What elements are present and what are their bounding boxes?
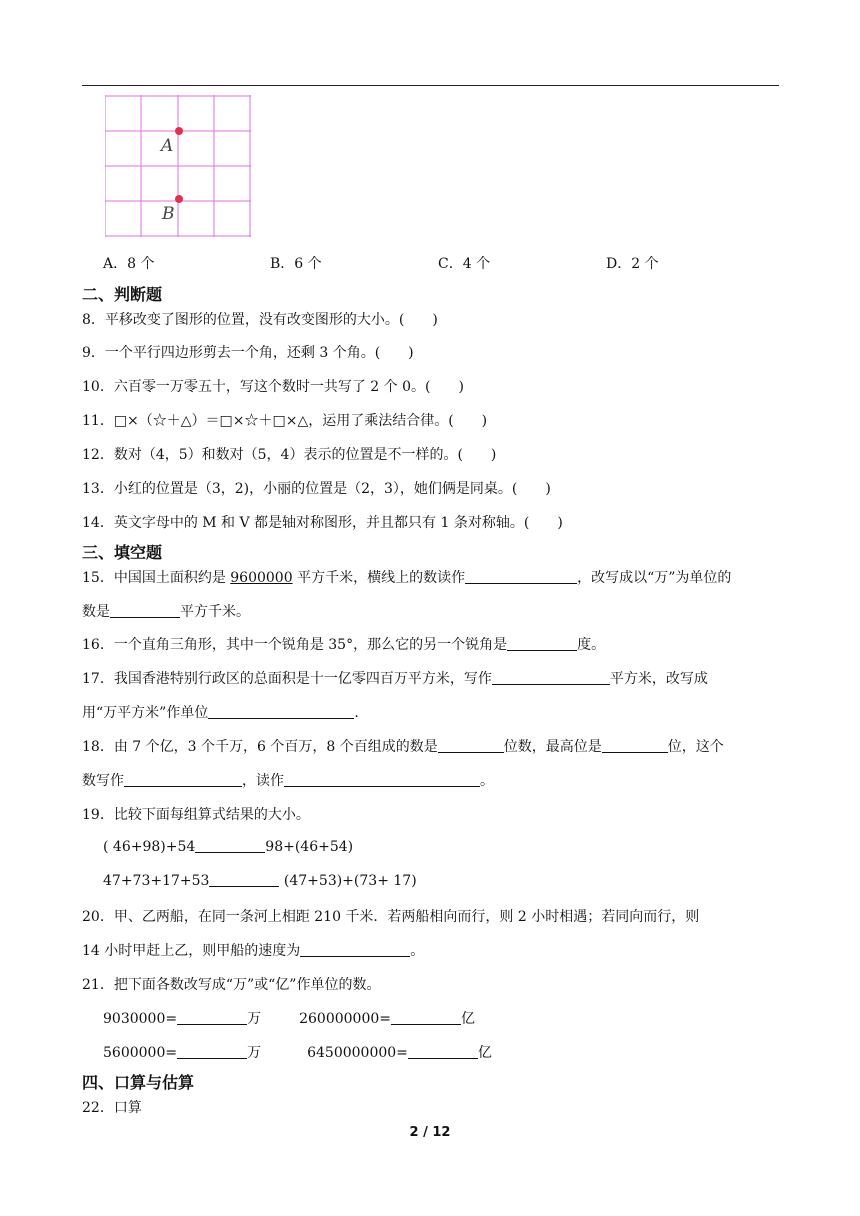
section-title: 四、口算与估算 <box>82 1073 195 1092</box>
question-8: 8．平移改变了图形的位置，没有改变图形的大小。( ) <box>82 312 438 328</box>
question-21: 21．把下面各数改写成“万”或“亿”作单位的数。 <box>82 977 381 993</box>
question-14: 14．英文字母中的 M 和 V 都是轴对称图形，并且都只有 1 条对称轴。( ) <box>82 515 563 531</box>
convert-row-2: 5600000= 万 6450000000= 亿 <box>103 1045 492 1061</box>
question-19: 19．比较下面每组算式结果的大小。 <box>82 807 310 823</box>
question-18-cont: 数写作 ，读作 。 <box>82 773 494 789</box>
answer-blank[interactable] <box>465 569 577 584</box>
compare-row-2: 47+73+17+53 (47+53)+(73+ 17) <box>103 873 417 889</box>
answer-blank[interactable] <box>195 838 265 853</box>
answer-blank[interactable] <box>300 942 410 957</box>
answer-blank[interactable] <box>177 1044 247 1059</box>
question-9: 9．一个平行四边形剪去一个角，还剩 3 个角。( ) <box>82 345 414 361</box>
page-number: 2 / 12 <box>409 1125 451 1140</box>
question-18: 18．由 7 个亿，3 个千万，6 个百万，8 个百组成的数是 位数，最高位是 位，这个 <box>82 739 724 755</box>
question-15-cont: 数是 平方千米。 <box>82 604 250 620</box>
option-a[interactable]: A．8 个 <box>103 256 155 272</box>
compare-row-1: ( 46+98)+54 98+(46+54) <box>103 839 354 855</box>
question-13: 13．小红的位置是（3，2)，小丽的位置是（2，3），她们俩是同桌。( ) <box>82 481 551 497</box>
answer-blank[interactable] <box>492 670 610 685</box>
question-11: 11．□×（☆＋△）＝□×☆＋□×△，运用了乘法结合律。( ) <box>82 413 488 429</box>
question-22: 22．口算 <box>82 1100 142 1116</box>
answer-blank[interactable] <box>110 603 180 618</box>
section-title: 二、判断题 <box>82 285 163 304</box>
label-b: B <box>162 204 175 224</box>
option-b[interactable]: B．6 个 <box>270 256 322 272</box>
answer-blank[interactable] <box>124 772 242 787</box>
question-16: 16．一个直角三角形，其中一个锐角是 35°，那么它的另一个锐角是 度。 <box>82 637 606 653</box>
answer-blank[interactable] <box>602 738 668 753</box>
point-b <box>175 195 183 203</box>
question-20-cont: 14 小时甲赶上乙，则甲船的速度为 。 <box>82 943 425 959</box>
option-d[interactable]: D．2 个 <box>606 256 659 272</box>
answer-blank[interactable] <box>209 872 279 887</box>
answer-blank[interactable] <box>438 738 504 753</box>
answer-blank[interactable] <box>208 704 354 719</box>
question-17: 17．我国香港特别行政区的总面积是十一亿零四百万平方米，写作 平方米，改写成 <box>82 671 708 687</box>
header-rule <box>82 85 779 86</box>
grid-figure <box>105 95 251 237</box>
question-20: 20．甲、乙两船，在同一条河上相距 210 千米．若两船相向而行，则 2 小时相遇；若同向而行，则 <box>82 909 700 925</box>
question-12: 12．数对（4，5）和数对（5，4）表示的位置是不一样的。( ) <box>82 447 497 463</box>
question-10: 10．六百零一万零五十，写这个数时一共写了 2 个 0。( ) <box>82 379 464 395</box>
answer-blank[interactable] <box>284 772 480 787</box>
answer-blank[interactable] <box>507 636 577 651</box>
section-title: 三、填空题 <box>82 543 163 562</box>
underlined-number: 9600000 <box>230 570 293 586</box>
question-15: 15．中国国土面积约是 9600000 平方千米，横线上的数读作 ，改写成以“万”为单位的 <box>82 570 732 586</box>
question-17-cont: 用“万平方米”作单位 . <box>82 705 359 721</box>
option-c[interactable]: C．4 个 <box>438 256 491 272</box>
answer-blank[interactable] <box>391 1010 461 1025</box>
answer-blank[interactable] <box>408 1044 478 1059</box>
label-a: A <box>161 136 174 156</box>
point-a <box>175 127 183 135</box>
convert-row-1: 9030000= 万 260000000= 亿 <box>103 1011 475 1027</box>
answer-blank[interactable] <box>177 1010 247 1025</box>
